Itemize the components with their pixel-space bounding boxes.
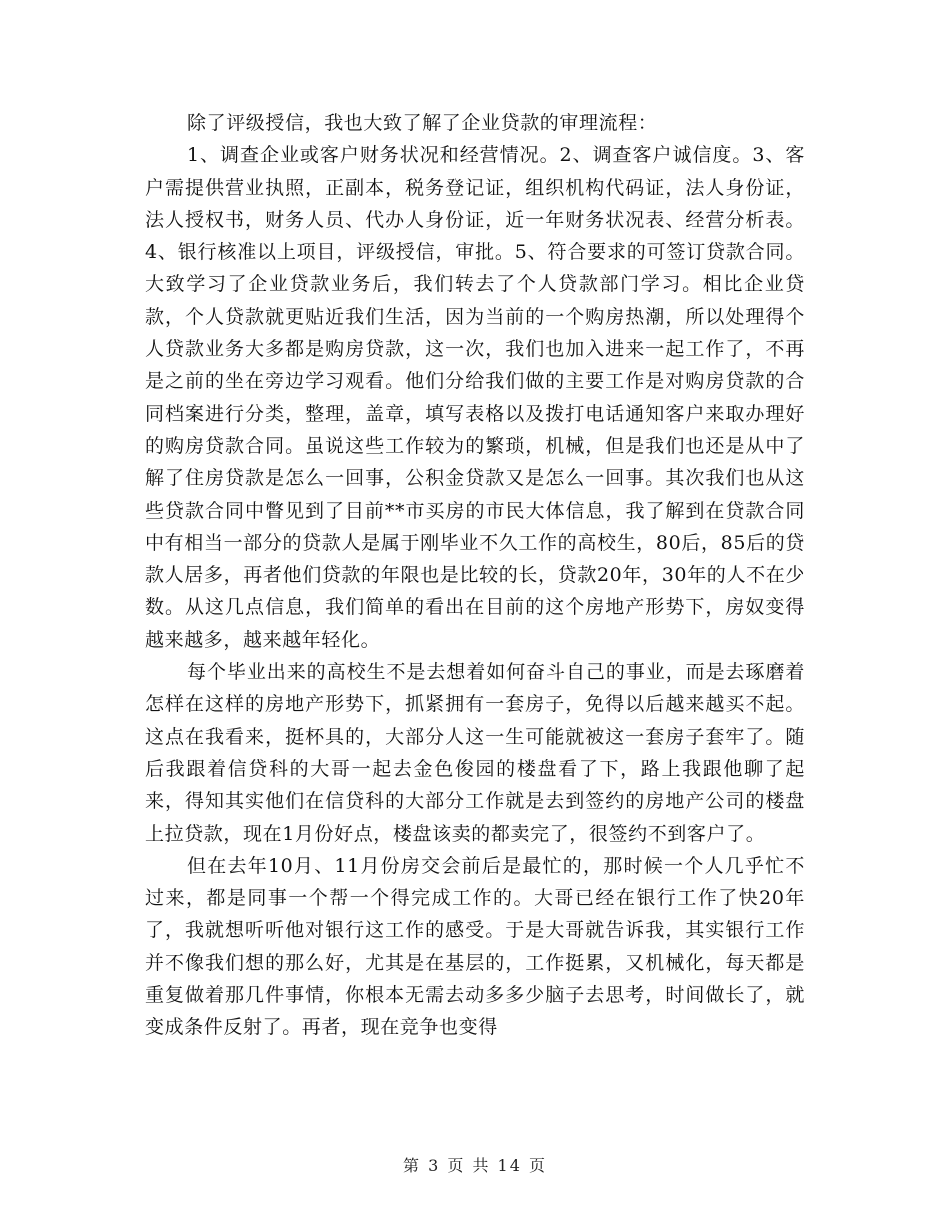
- paragraph-4: 但在去年10月、11月份房交会前后是最忙的，那时候一个人几乎忙不过来，都是同事一个帮一个得完成工作的。大哥已经在银行工作了快20年了，我就想听听他对银行这工作的感受。于是大哥就告诉我，其实银行工作并不像我们想的那么好，尤其是在基层的，工作挺累，又机械化，每天都是重复做着那几件事情，你根本无需去动多多少脑子去思考，时间做长了，就变成条件反射了。再者，现在竞争也变得: [145, 854, 805, 1039]
- paragraph-3: 每个毕业出来的高校生不是去想着如何奋斗自己的事业，而是去琢磨着怎样在这样的房地产形势下，抓紧拥有一套房子，免得以后越来越买不起。这点在我看来，挺杯具的，大部分人这一生可能就被这一套房子套牢了。随后我跟着信贷科的大哥一起去金色俊园的楼盘看了下，路上我跟他聊了起来，得知其实他们在信贷科的大部分工作就是去到签约的房地产公司的楼盘上拉贷款，现在1月份好点，楼盘该卖的都卖完了，很签约不到客户了。: [145, 661, 805, 845]
- paragraph-2: 1、调查企业或客户财务状况和经营情况。2、调查客户诚信度。3、客户需提供营业执照，正副本，税务登记证，组织机构代码证，法人身份证，法人授权书，财务人员、代办人身份证，近一年财务状况表、经营分析表。4、银行核准以上项目，评级授信，审批。5、符合要求的可签订贷款合同。大致学习了企业贷款业务后，我们转去了个人贷款部门学习。相比企业贷款，个人贷款就更贴近我们生活，因为当前的一个购房热潮，所以处理得个人贷款业务大多都是购房贷款，这一次，我们也加入进来一起工作了，不再是之前的坐在旁边学习观看。他们分给我们做的主要工作是对购房贷款的合同档案进行分类，整理，盖章，填写表格以及拨打电话通知客户来取办理好的购房贷款合同。虽说这些工作较为的繁琐，机械，但是我们也还是从中了解了住房贷款是怎么一回事，公积金贷款又是怎么一回事。其次我们也从这些贷款合同中瞥见到了目前**市买房的市民大体信息，我了解到在贷款合同中有相当一部分的贷款人是属于刚毕业不久工作的高校生，80后，85后的贷款人居多，再者他们贷款的年限也是比较的长，贷款20年，30年的人不在少数。从这几点信息，我们简单的看出在目前的这个房地产形势下，房奴变得越来越多，越来越年轻化。: [145, 144, 805, 651]
- document-body: [145, 107, 805, 1044]
- paragraph-1: 除了评级授信，我也大致了解了企业贷款的审理流程：: [187, 112, 658, 134]
- page-number-footer: 第 3 页 共 14 页: [403, 1156, 547, 1175]
